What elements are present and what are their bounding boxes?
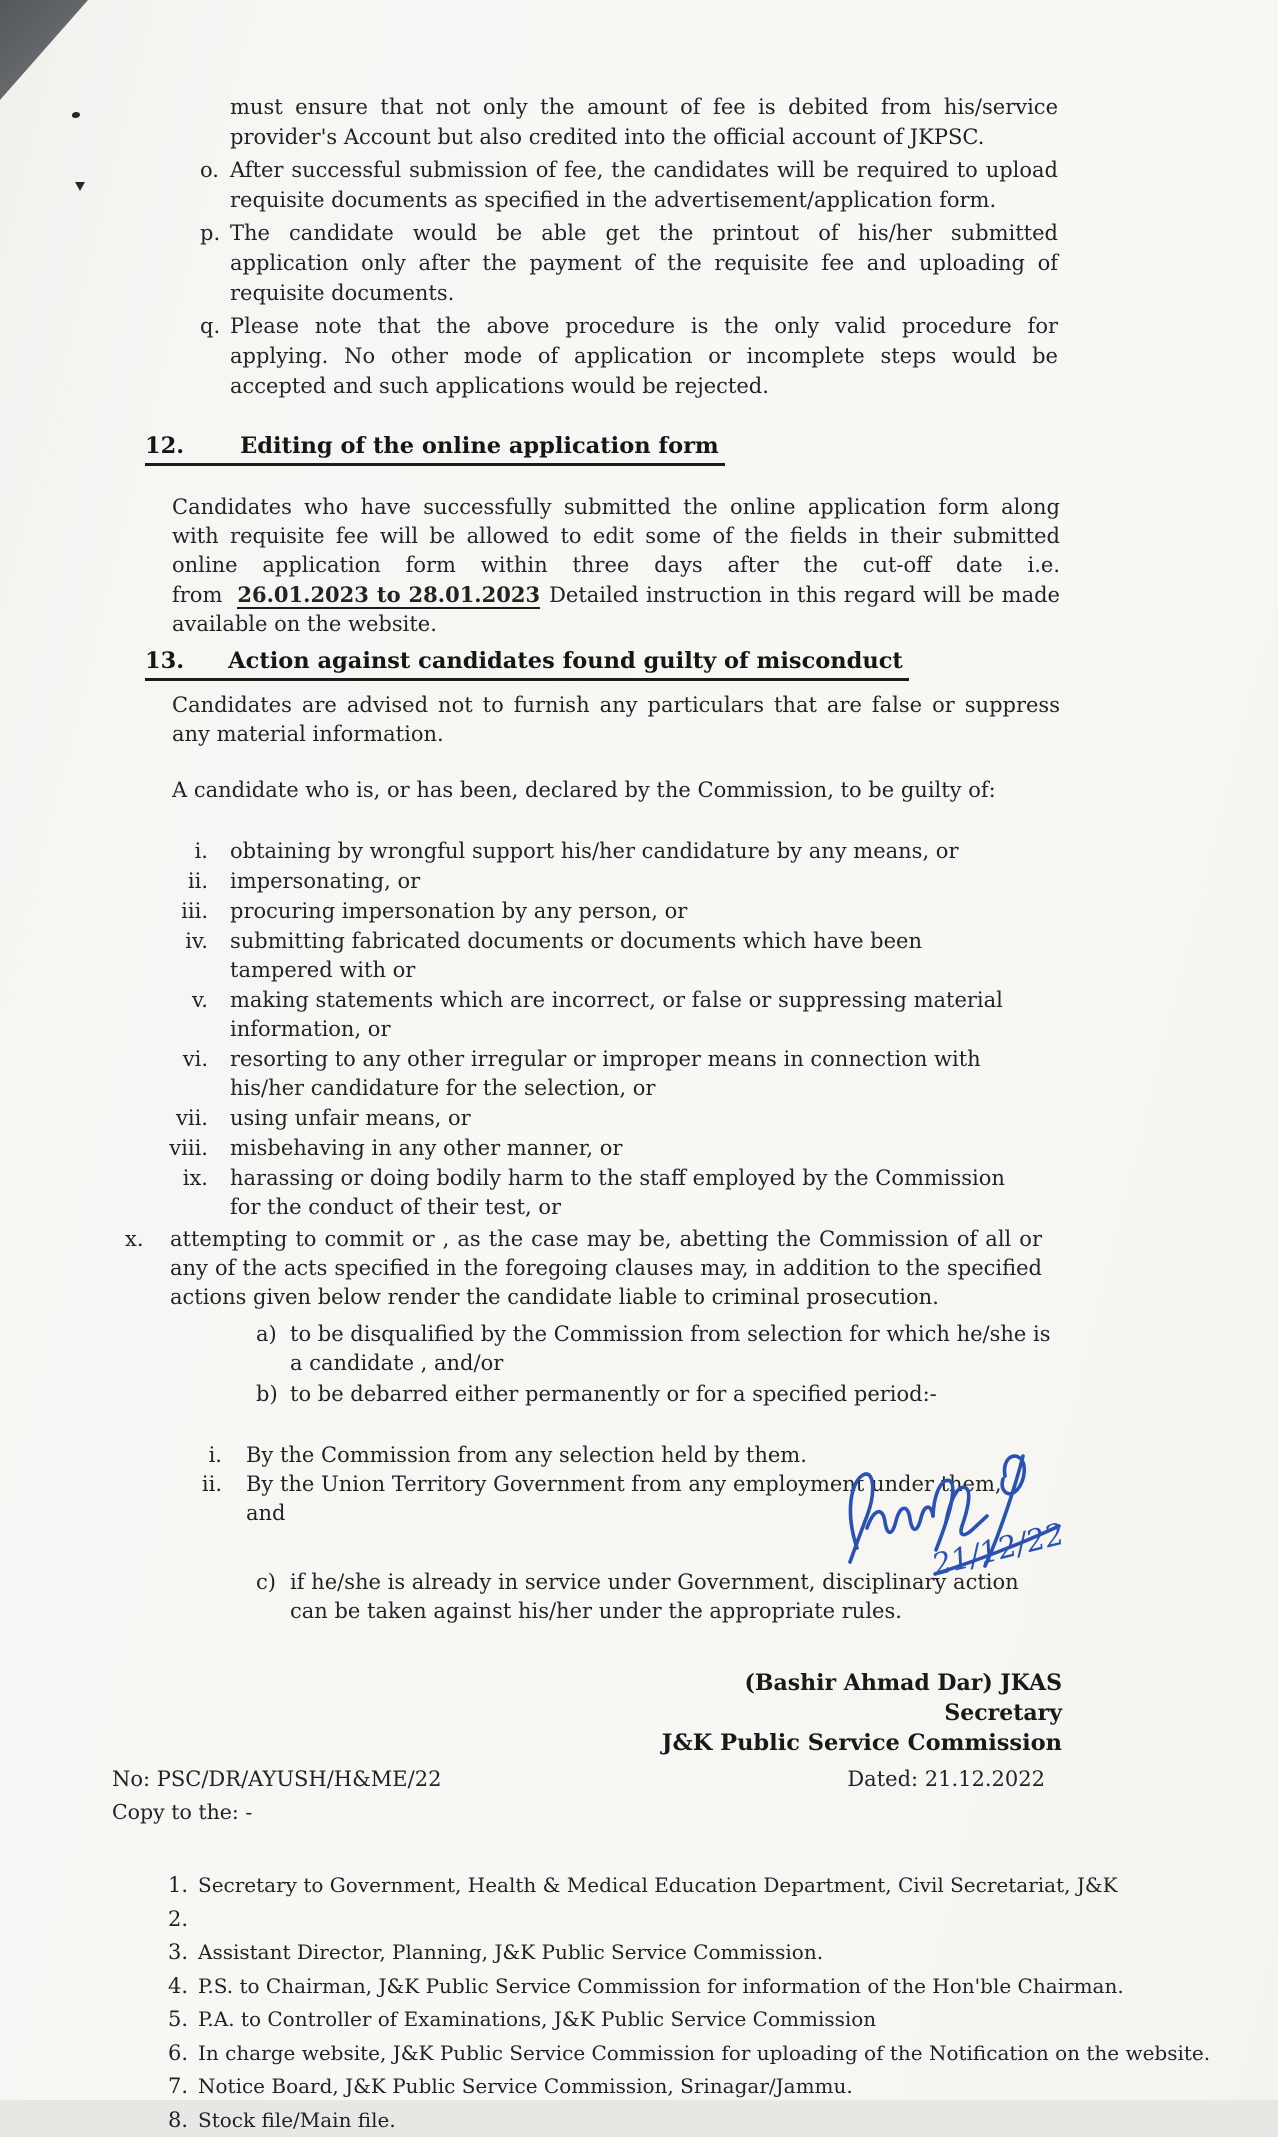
list-marker: 3. (168, 1936, 198, 1970)
signature-stroke (867, 1507, 933, 1532)
list-item-x (125, 1225, 1278, 1312)
list-marker: v. (0, 986, 208, 1044)
heading-underline (145, 646, 909, 681)
list-marker: 6. (168, 2037, 198, 2071)
list-item (0, 867, 1278, 896)
section-number: 13. (145, 648, 184, 674)
list-item-text: Assistant Director, Planning, J&K Public Service Commission. (198, 1936, 1278, 1970)
list-item-text: impersonating, or (230, 867, 1030, 896)
list-item (168, 2037, 1278, 2071)
list-marker: c) (256, 1568, 290, 1626)
list-item (0, 837, 1278, 866)
copy-distribution-list (168, 1869, 1278, 2137)
list-item-text: harassing or doing bodily harm to the staff employed by the Commission for the conduct of their test, or (230, 1164, 1030, 1222)
list-item (168, 2003, 1278, 2037)
list-marker: b) (256, 1380, 290, 1409)
list-item-text: Please note that the above procedure is the only valid procedure for applying. No other mode of application or incomplete steps would be accepted and such applications would be rejected. (230, 311, 1058, 401)
list-item (168, 1869, 1278, 1903)
debar-list (0, 1441, 1278, 1528)
list-item (0, 1134, 1278, 1163)
list-item-text: The candidate would be able get the printout of his/her submitted application only after the payment of the requisite fee and uploading of requisite documents. (230, 218, 1058, 308)
guilty-intro-paragraph: A candidate who is, or has been, declared by the Commission, to be guilty of: (172, 776, 1032, 805)
section-title: Action against candidates found guilty of misconduct (228, 648, 903, 674)
list-marker: vii. (0, 1104, 208, 1133)
list-item-text: procuring impersonation by any person, or (230, 897, 1030, 926)
list-marker: x. (125, 1225, 170, 1312)
reference-number: No: PSC/DR/AYUSH/H&ME/22 (112, 1764, 441, 1794)
handwritten-date: 21/12/22 (928, 1517, 1068, 1584)
list-item-text: P.S. to Chairman, J&K Public Service Commission for information of the Hon'ble Chairman. (198, 1970, 1278, 2004)
paragraph-text: Candidates who have successfully submitted the online application form along with requisite fee will be allowed to edit some of the fields in their submitted online application form within three days after the cut-off date i.e. from (172, 495, 1060, 607)
list-item (0, 1104, 1278, 1133)
list-item-text: attempting to commit or , as the case may be, abetting the Commission of all or any of the acts specified in the foregoing clauses may, in addition to the specified actions given below render the candidate liable to criminal prosecution. (170, 1225, 1042, 1312)
list-marker: 7. (168, 2070, 198, 2104)
list-item-text: P.A. to Controller of Examinations, J&K Public Service Commission (198, 2003, 1278, 2037)
list-item (0, 1441, 1278, 1470)
list-item (168, 1936, 1278, 1970)
list-marker: 1. (168, 1869, 198, 1903)
list-marker: ii. (0, 1470, 222, 1528)
list-marker: a) (256, 1320, 290, 1378)
list-item-text: submitting fabricated documents or documents which have been tampered with or (230, 927, 1030, 985)
list-marker: 2. (168, 1903, 198, 1937)
list-item (0, 897, 1278, 926)
list-item-text: making statements which are incorrect, or false or suppressing material information, or (230, 986, 1030, 1044)
list-item-o (200, 155, 1058, 215)
list-item-text (198, 1903, 1278, 1937)
list-item (0, 1470, 1278, 1528)
fee-procedure-list (200, 92, 1058, 401)
list-marker: 5. (168, 2003, 198, 2037)
signatory-block (0, 1668, 1062, 1758)
section-12-heading (145, 431, 1278, 466)
signature-stroke (933, 1480, 953, 1550)
list-item (0, 986, 1278, 1044)
list-item (168, 1970, 1278, 2004)
action-item-a (256, 1320, 1278, 1378)
list-item-text: By the Union Territory Government from any employment under them, and (246, 1470, 1006, 1528)
list-item (0, 1164, 1278, 1222)
list-item-text: Stock file/Main file. (198, 2104, 1278, 2137)
list-marker: o. (200, 155, 230, 215)
signature-stroke (850, 1474, 873, 1562)
list-marker: ix. (0, 1164, 208, 1222)
signatory-designation: Secretary (0, 1698, 1062, 1728)
list-marker: 8. (168, 2104, 198, 2137)
list-marker: i. (0, 1441, 222, 1470)
section-12-paragraph (172, 493, 1060, 639)
list-item-q (200, 311, 1058, 401)
list-marker: ii. (0, 867, 208, 896)
signatory-organization: J&K Public Service Commission (0, 1728, 1062, 1758)
list-item-text: to be debarred either permanently or for a specified period:- (290, 1380, 1060, 1409)
edit-window-dates: 26.01.2023 to 28.01.2023 (237, 582, 540, 609)
signatory-name: (Bashir Ahmad Dar) JKAS (0, 1668, 1062, 1698)
list-item-text: obtaining by wrongful support his/her candidature by any means, or (230, 837, 1030, 866)
list-item-p (200, 218, 1058, 308)
guilty-acts-list (0, 837, 1278, 1222)
action-item-b (256, 1380, 1278, 1409)
list-item-text: to be disqualified by the Commission from selection for which he/she is a candidate , and/or (290, 1320, 1060, 1378)
list-item-text: Secretary to Government, Health & Medical Education Department, Civil Secretariat, J&K (198, 1869, 1278, 1903)
list-item-text: Notice Board, J&K Public Service Commission, Srinagar/Jammu. (198, 2070, 1278, 2104)
list-marker: q. (200, 311, 230, 401)
section-13-paragraph: Candidates are advised not to furnish any particulars that are false or suppress any material information. (172, 691, 1060, 749)
list-marker: i. (0, 837, 208, 866)
heading-underline (145, 431, 725, 466)
list-marker: vi. (0, 1045, 208, 1103)
list-item-text: if he/she is already in service under Government, disciplinary action can be taken against his/her under the appropriate rules. (290, 1568, 1060, 1626)
list-marker: p. (200, 218, 230, 308)
list-item (0, 927, 1278, 985)
list-item (0, 1045, 1278, 1103)
list-item-text: In charge website, J&K Public Service Commission for uploading of the Notification on the website. (198, 2037, 1278, 2071)
section-title: Editing of the online application form (240, 433, 719, 459)
list-item-text: misbehaving in any other manner, or (230, 1134, 1030, 1163)
list-item (168, 2070, 1278, 2104)
signature-scribble (835, 1448, 1080, 1613)
list-marker: viii. (0, 1134, 208, 1163)
action-item-c (256, 1568, 1278, 1626)
list-marker: 4. (168, 1970, 198, 2004)
list-item (168, 2104, 1278, 2137)
section-13-heading (145, 646, 1278, 681)
fee-continuation-paragraph: must ensure that not only the amount of fee is debited from his/service provider's Account but also credited into the official account of JKPSC. (230, 92, 1058, 152)
list-marker: iv. (0, 927, 208, 985)
paragraph-text: Detailed instruction in this regard will be made available on the website. (172, 583, 1060, 636)
list-item-text: After successful submission of fee, the candidates will be required to upload requisite documents as specified in the advertisement/application form. (230, 155, 1058, 215)
list-item-text: By the Commission from any selection held by them. (246, 1441, 1006, 1470)
reference-date: Dated: 21.12.2022 (847, 1764, 1045, 1794)
list-marker: iii. (0, 897, 208, 926)
copy-to-heading: Copy to the: - (112, 1797, 1278, 1827)
list-item-text: resorting to any other irregular or improper means in connection with his/her candidature for the selection, or (230, 1045, 1030, 1103)
list-item (168, 1903, 1278, 1937)
reference-line (112, 1764, 1045, 1794)
list-item-text: using unfair means, or (230, 1104, 1030, 1133)
section-number: 12. (145, 433, 184, 459)
